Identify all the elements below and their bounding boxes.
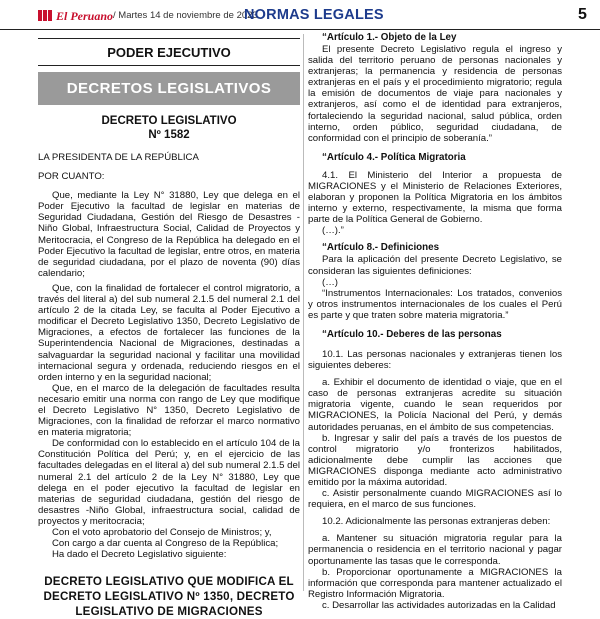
por-cuanto: POR CUANTO: — [38, 171, 105, 183]
article-8-text: Para la aplicación del presente Decreto Legislativo, se consideran las siguientes definiciones: — [308, 254, 562, 277]
left-column — [38, 32, 300, 619]
article-8-ellipsis: (…) — [322, 276, 338, 288]
paragraph-1: Que, mediante la Ley N° 31880, Ley que delega en el Poder Ejecutivo la facultad de legislar en materias de Seguridad Ciudadana, Gestión del Riesgo de Desastres - Niño Global, Infraestructura Social, Calidad de Proyectos y Meritocracia, el Congreso de la República ha delegado en el Poder Ejecutivo la facultad de legislar, entre otros, en materia de seguridad ciudadana, por el plazo de noventa (90) días calendario; — [38, 190, 300, 279]
presidenta-line: LA PRESIDENTA DE LA REPÚBLICA — [38, 152, 199, 163]
paragraph-5: Con el voto aprobatorio del Consejo de Ministros; y, — [52, 527, 272, 538]
paragraph-7: Ha dado el Decreto Legislativo siguiente: — [52, 549, 227, 561]
article-10-title: “Artículo 10.- Deberes de las personas — [322, 328, 502, 340]
article-8-title: “Artículo 8.- Definiciones — [322, 242, 440, 254]
decree-title — [38, 114, 300, 142]
article-10-2-b: b. Proporcionar oportunamente a MIGRACIONES la información que corresponda para mantener actualizado el Registro Información Migratoria. — [308, 566, 562, 600]
decree-heading — [38, 574, 300, 619]
column-divider — [303, 34, 304, 591]
article-10-1-b: b. Ingresar y salir del país a través de los puestos de control migratorio y/o fronterizos habilitados, adicionalmente debe cumplir las acciones que MIGRACIONES disponga mediante acto administrativo emitido por la máxima autoridad. — [308, 432, 562, 488]
paragraph-4: De conformidad con lo establecido en el artículo 104 de la Constitución Política del Perú; y, en el ejercicio de las facultades delegadas en el literal a) del sub numeral 2.1.5 del numeral 2.1 del artículo 2 de la Ley N° 31880, Ley que delega en el poder ejecutivo la facultad de legislar en materias de seguridad ciudadana, gestión del riesgo de desastres -Niño Global, infraestructura social, calidad de proyectos y meritocracia; — [38, 438, 300, 527]
article-4-text: 4.1. El Ministerio del Interior a propuesta de MIGRACIONES y el Ministerio de Relaciones Exteriores, elaboran y proponen la Política Migratoria en los ámbitos interno y externo, respectivamente, la misma que forma parte de la Política General de Gobierno. — [308, 169, 562, 226]
article-10-2-c: c. Desarrollar las actividades autorizadas en la Calidad — [322, 599, 556, 611]
right-column — [308, 32, 562, 611]
el-peruano-logo-icon — [38, 10, 52, 21]
poder-ejecutivo-heading: PODER EJECUTIVO — [38, 38, 300, 66]
article-10-1-c: c. Asistir personalmente cuando MIGRACIONES así lo requiera, en el marco de sus funciones. — [308, 488, 562, 511]
decree-heading-line2: DECRETO LEGISLATIVO Nº 1350, DECRETO — [43, 590, 295, 604]
decree-heading-line3: LEGISLATIVO DE MIGRACIONES — [75, 605, 263, 619]
header-date: / Martes 14 de noviembre de 2023 — [113, 10, 258, 21]
article-10-1-a: a. Exhibir el documento de identidad o viaje, que en el caso de personas extranjeras acredite su situación migratoria vigente, cuando le sean requeridos por MIGRACIONES, la Policía Nacional del Perú, y demás autoridades peruanas, en el ámbito de sus competencias. — [308, 377, 562, 433]
article-1-title: “Artículo 1.- Objeto de la Ley — [322, 32, 457, 43]
article-8-definition: “Instrumentos Internacionales: Los tratados, convenios y otros instrumentos internacionales de los cuales el Perú es parte y que traten sobre materia migratoria.” — [308, 287, 562, 321]
paragraph-3: Que, en el marco de la delegación de facultades resulta necesario emitir una norma con rango de Ley que modifique el Decreto Legislativo N° 1350, Decreto Legislativo de Migraciones, con la finalidad de reforzar el marco normativo en materia migratoria; — [38, 382, 300, 439]
article-10-2-a: a. Mantener su situación migratoria regular para la permanencia o residencia en el territorio nacional y pagar oportunamente las tasas que le corresponda. — [308, 533, 562, 567]
paragraph-6: Con cargo a dar cuenta al Congreso de la República; — [52, 538, 279, 550]
article-10-1: 10.1. Las personas nacionales y extranjeras tienen los siguientes deberes: — [308, 348, 562, 372]
article-4-title: “Artículo 4.- Política Migratoria — [322, 151, 466, 163]
article-10-2: 10.2. Adicionalmente las personas extranjeras deben: — [322, 516, 551, 528]
decree-title-line1: DECRETO LEGISLATIVO — [101, 115, 237, 127]
decree-heading-line1: DECRETO LEGISLATIVO QUE MODIFICA EL — [44, 575, 294, 589]
page-header — [0, 0, 600, 30]
brand-name: El Peruano — [56, 9, 114, 23]
decretos-banner: DECRETOS LEGISLATIVOS — [38, 72, 300, 105]
article-1-text: El presente Decreto Legislativo regula el ingreso y salida del territorio peruano de personas nacionales y extranjeras; la permanencia y residencia de personas extranjeras en el país y el procedimiento migratorio; regula la emisión de documentos de viaje para nacionales y extranjeros, así como el de identidad para extranjeros, fortaleciendo la seguridad nacional, salud pública, orden interno, orden público, seguridad ciudadana, de conformidad con el principio de soberanía.” — [308, 44, 562, 144]
paragraph-2: Que, con la finalidad de fortalecer el control migratorio, a través del literal a) del sub numeral 2.1.5 del numeral 2.1 del artículo 2 de la citada Ley, se faculta al Poder Ejecutivo a modificar el Decreto Legislativo 1350, Decreto Legislativo de Migraciones, a efectos de fortalecer las funciones de la Superintendencia Nacional de Migraciones, destinadas a salvaguardar la seguridad nacional y facilitar una movilidad internacional segura y ordenada, reduciendo riesgos en el orden interno y en la seguridad nacional; — [38, 282, 300, 383]
section-title: NORMAS LEGALES — [244, 7, 384, 23]
page-number: 5 — [578, 6, 587, 23]
article-4-ellipsis: (…).” — [322, 225, 344, 237]
decree-number: Nº 1582 — [148, 129, 190, 141]
